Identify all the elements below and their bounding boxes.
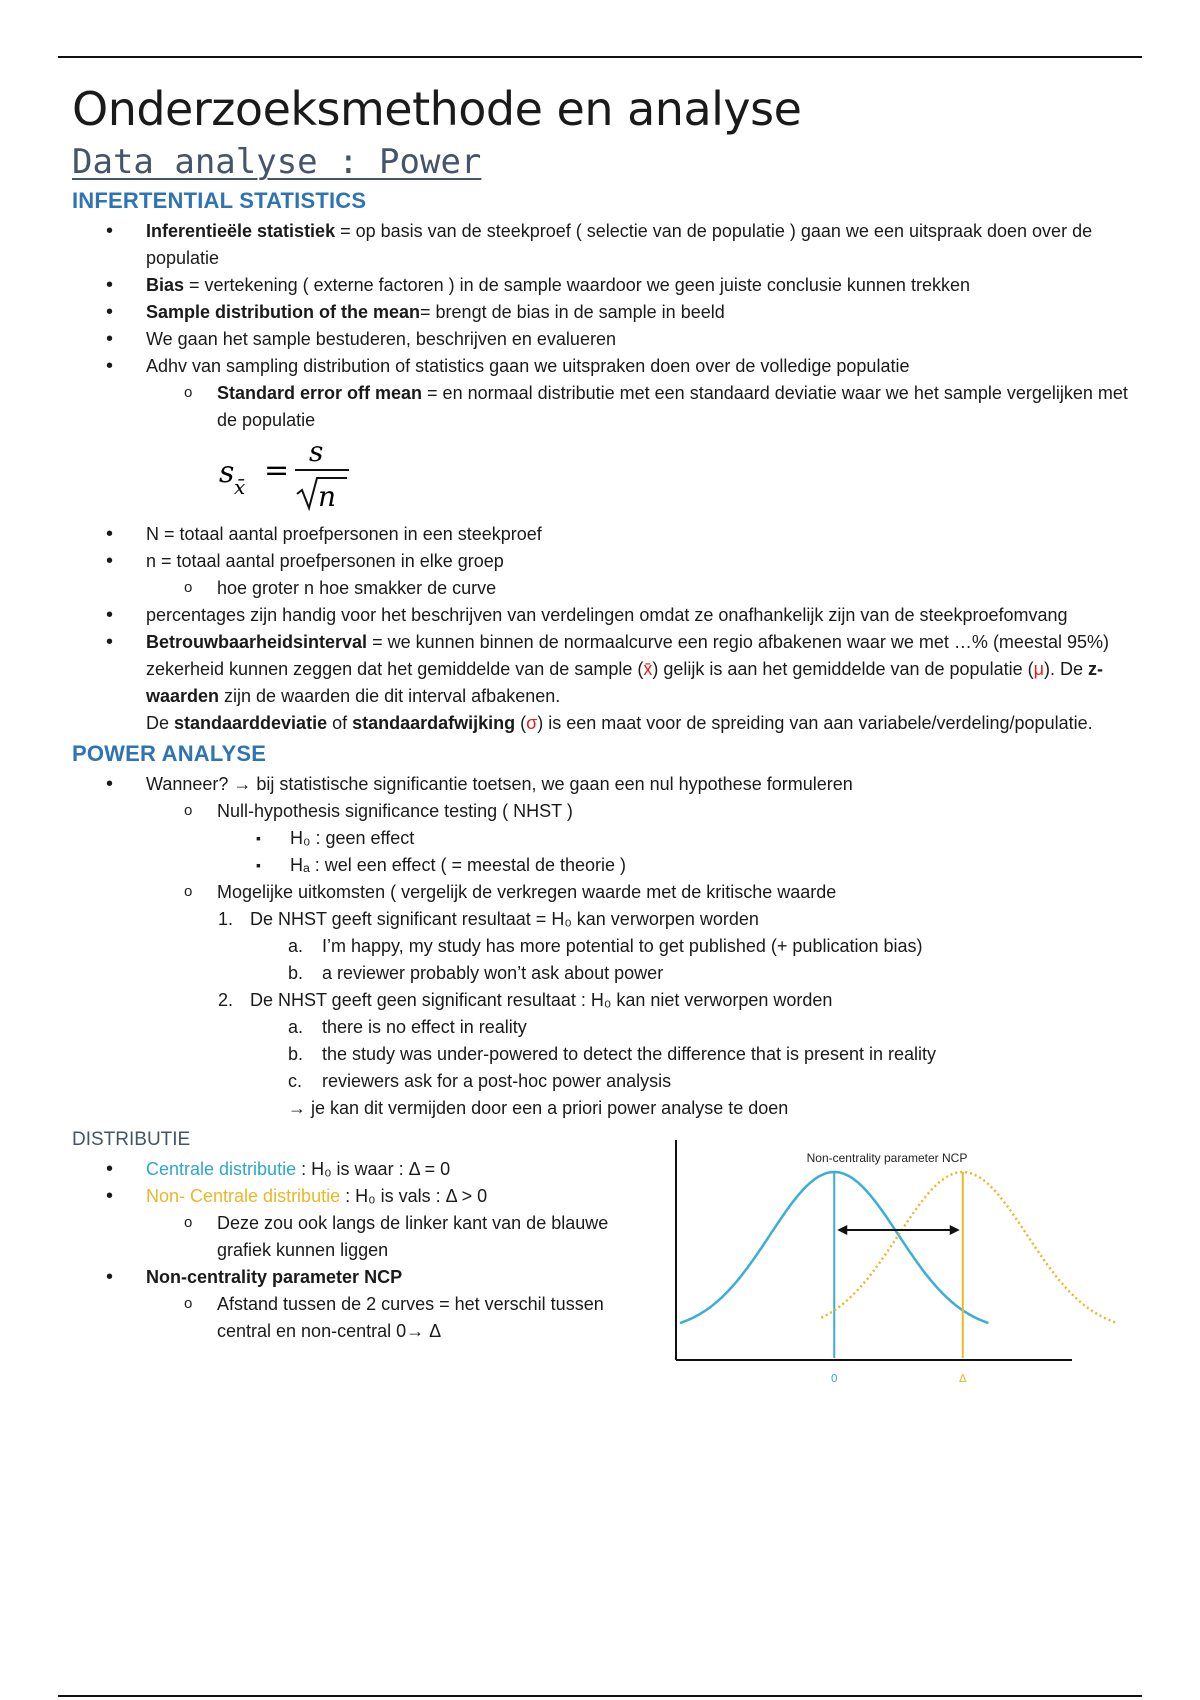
item-text: reviewers ask for a post-hoc power analysis: [322, 1071, 672, 1091]
list-item: [72, 798, 1142, 825]
page-title: Onderzoeksmethode en analyse: [72, 82, 802, 136]
item-text: ) gelijk is aan het gemiddelde van de populatie (: [652, 659, 1034, 679]
symbol-xbar: x̄: [643, 659, 653, 679]
item-text: = op basis van de steekproef ( selectie van de populatie ) gaan we een uitspraak doen over de populatie: [146, 221, 1093, 268]
outcome-2-sublist: [72, 1014, 1142, 1095]
list-item: [72, 1041, 1142, 1068]
list-item: [72, 879, 1142, 906]
item-number: a.: [288, 936, 304, 956]
outcome-2: [72, 987, 1142, 1014]
list-item: [72, 771, 1142, 798]
symbol-mu: μ: [1033, 659, 1044, 679]
item-text: a reviewer probably won’t ask about power: [322, 963, 664, 983]
item-text: = vertekening ( externe factoren ) in de sample waardoor we geen juiste conclusie kunnen trekken: [184, 275, 970, 295]
item-text: : H₀ is vals : Δ > 0: [340, 1186, 488, 1206]
list-item: [72, 602, 1142, 629]
distributie-section: [72, 1151, 1142, 1396]
item-text: Null-hypothesis significance testing ( NHST ): [217, 801, 573, 821]
list-item: [72, 575, 1142, 602]
outcomes-list: [72, 879, 1142, 906]
ncp-list: [72, 1264, 632, 1291]
list-item: [72, 299, 1142, 326]
item-number: a.: [288, 1017, 304, 1037]
term: standaardafwijking: [352, 713, 516, 733]
term: Sample distribution of the mean: [146, 302, 421, 322]
item-text: N = totaal aantal proefpersonen in een steekproef: [146, 524, 542, 544]
x-tick-label: Δ: [958, 1372, 967, 1385]
list-item: [72, 548, 1142, 575]
term: Non-centrality parameter NCP: [146, 1267, 403, 1287]
formula-lhs: s: [219, 455, 235, 490]
item-number: c.: [288, 1071, 303, 1091]
item-text: De NHST geeft significant resultaat = H₀ kan verworpen worden: [250, 909, 759, 929]
item-number: b.: [288, 1044, 304, 1064]
list-item: [72, 906, 1142, 933]
list-item: [72, 1014, 1142, 1041]
distributie-text: [72, 1156, 632, 1345]
item-text: Deze zou ook langs de linker kant van de blauwe grafiek kunnen liggen: [217, 1213, 609, 1260]
list-item: [72, 1210, 632, 1264]
list-item: [72, 353, 1142, 380]
item-text: ). De: [1043, 659, 1088, 679]
list-item: [72, 1068, 1142, 1095]
noncentral-note: [72, 1210, 632, 1264]
formula-denominator: n: [318, 480, 337, 512]
list-item: [72, 825, 1142, 852]
page-subtitle: Data analyse : Power: [72, 142, 482, 182]
document-page: [72, 78, 1142, 1396]
heading-inferential: INFERTENTIAL STATISTICS: [72, 188, 367, 213]
ncp-arrowhead-right: [950, 1225, 960, 1235]
item-text: Mogelijke uitkomsten ( vergelijk de verkregen waarde met de kritische waarde: [217, 882, 837, 902]
a-priori-note: → je kan dit vermijden door een a priori power analyse te doen: [288, 1098, 789, 1118]
standard-error-list: [72, 380, 1142, 434]
symbol-sigma: σ: [526, 713, 538, 733]
item-text: : H₀ is waar : Δ = 0: [296, 1159, 451, 1179]
item-text: n = totaal aantal proefpersonen in elke groep: [146, 551, 504, 571]
term: z-waarden: [146, 659, 1103, 706]
list-item: [72, 272, 1142, 299]
term: standaarddeviatie: [174, 713, 328, 733]
list-item: [72, 521, 1142, 548]
item-text: the study was under-powered to detect the difference that is present in reality: [322, 1044, 937, 1064]
item-text: Hₐ : wel een effect ( = meestal de theorie ): [290, 855, 627, 875]
inferential-list-2: [72, 521, 1142, 575]
formula-numerator: s: [309, 435, 324, 468]
curve-note-list: [72, 575, 1142, 602]
heading-power: POWER ANALYSE: [72, 741, 267, 766]
heading-distributie: DISTRIBUTIE: [72, 1129, 191, 1150]
bottom-rule: [58, 1695, 1142, 1697]
standard-error-formula: [217, 434, 357, 512]
item-text: I’m happy, my study has more potential to get published (+ publication bias): [322, 936, 923, 956]
central-label: Centrale distributie: [146, 1159, 297, 1179]
term: Bias: [146, 275, 185, 295]
item-text: = en normaal distributie met een standaard deviatie waar we het sample vergelijken met de populatie: [217, 383, 1128, 430]
item-text: there is no effect in reality: [322, 1017, 527, 1037]
item-text: zijn de waarden die dit interval afbakenen.: [219, 686, 561, 706]
list-item: [72, 960, 1142, 987]
list-item: [72, 987, 1142, 1014]
item-text: of: [327, 713, 353, 733]
term: Betrouwbaarheidsinterval: [146, 632, 368, 652]
item-number: b.: [288, 963, 304, 983]
item-text: ) is een maat voor de spreiding van aan variabele/verdeling/populatie.: [537, 713, 1093, 733]
term: Inferentieële statistiek: [146, 221, 336, 241]
list-item: [72, 218, 1142, 272]
item-text: Afstand tussen de 2 curves = het verschil tussen central en non-central 0→ Δ: [217, 1294, 604, 1341]
ncp-arrowhead-left: [837, 1225, 847, 1235]
item-text: De NHST geeft geen significant resultaat : H₀ kan niet verworpen worden: [250, 990, 833, 1010]
inferential-list: [72, 218, 1142, 380]
list-item: [72, 380, 1142, 434]
item-text: Wanneer? → bij statistische significantie toetsen, we gaan een nul hypothese formuleren: [146, 774, 853, 794]
item-number: 1.: [218, 909, 234, 929]
item-text: (: [515, 713, 527, 733]
item-text: We gaan het sample bestuderen, beschrijven en evalueren: [146, 329, 616, 349]
item-text: De: [146, 713, 175, 733]
noncentral-label: Non- Centrale distributie: [146, 1186, 341, 1206]
list-item: [72, 1291, 632, 1345]
item-text: = we kunnen binnen de normaalcurve een regio afbakenen waar we met …% (meestal 95%) zekerheid kunnen zeggen dat het gemiddelde van de sample (: [146, 632, 1109, 679]
item-text: = brengt de bias in de sample in beeld: [420, 302, 725, 322]
top-rule: [58, 56, 1142, 58]
distributie-list: [72, 1156, 632, 1210]
ncp-chart: [672, 1140, 1132, 1390]
hypotheses-list: [72, 825, 1142, 879]
list-item: [72, 326, 1142, 353]
nhst-list: [72, 798, 1142, 825]
item-text: percentages zijn handig voor het beschrijven van verdelingen omdat ze onafhankelijk zijn van de steekproefomvang: [146, 605, 1068, 625]
list-item: [72, 852, 1142, 879]
item-number: 2.: [218, 990, 234, 1010]
formula-subscript: x̄: [234, 475, 246, 499]
item-text: H₀ : geen effect: [290, 828, 415, 848]
ncp-note: [72, 1291, 632, 1345]
list-item: [72, 1264, 632, 1291]
item-text: Adhv van sampling distribution of statistics gaan we uitspraken doen over de volledige populatie: [146, 356, 910, 376]
outcome-1: [72, 906, 1142, 933]
chart-title: Non-centrality parameter NCP: [806, 1151, 968, 1165]
list-item: [72, 629, 1142, 737]
noncentral-curve: [821, 1172, 1117, 1323]
formula-equals: =: [264, 453, 290, 488]
outcome-1-sublist: [72, 933, 1142, 987]
term: Standard error off mean: [217, 383, 423, 403]
power-list: [72, 771, 1142, 798]
list-item: [72, 933, 1142, 960]
x-tick-label: 0: [830, 1372, 838, 1385]
inferential-list-3: [72, 602, 1142, 737]
list-item: [72, 1156, 632, 1183]
list-item: [72, 1183, 632, 1210]
item-text: hoe groter n hoe smakker de curve: [217, 578, 497, 598]
